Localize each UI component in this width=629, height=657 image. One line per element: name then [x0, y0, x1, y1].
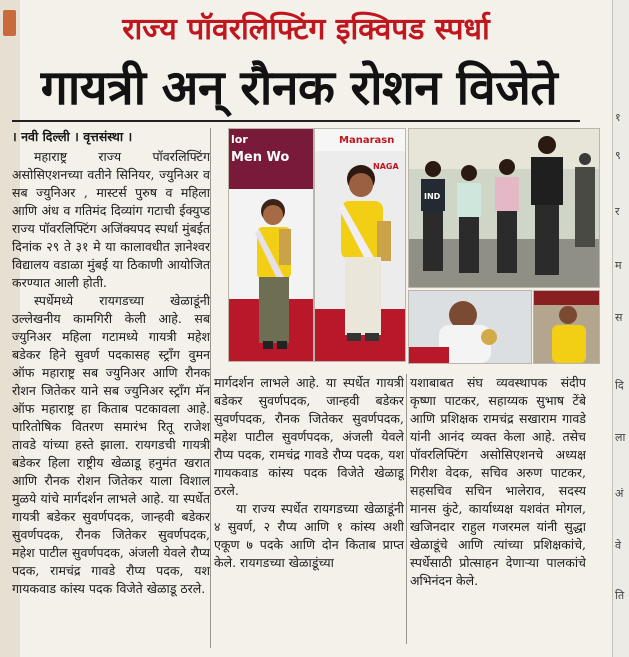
- banner-text-naga: NAGA: [373, 162, 399, 171]
- adjacent-text-fragment: अं: [615, 487, 624, 500]
- headline-rule: [12, 120, 580, 122]
- main-headline: गायत्री अन् रौनक रोशन विजेते: [40, 60, 558, 116]
- article-column-3: [410, 374, 586, 644]
- jersey-text-ind: IND: [424, 192, 441, 201]
- adjacent-text-fragment: दि: [615, 379, 624, 392]
- banner-text-men-women: Men Wo: [231, 150, 290, 165]
- banner-text-top-left: lor: [231, 133, 248, 146]
- adjacent-text-fragment: म: [615, 259, 622, 272]
- adjacent-text-fragment: ति: [615, 589, 625, 602]
- adjacent-page-color-mark: [3, 10, 16, 36]
- article-column-1: [12, 128, 210, 648]
- photo-coach-medal: [408, 290, 532, 364]
- photo-man-yellow-shirt: [533, 290, 600, 364]
- kicker-headline: राज्य पॉवरलिफ्टिंग इक्विपड स्पर्धा: [122, 12, 490, 47]
- paragraph-intro: महाराष्ट्र राज्य पॉवरलिफ्टिंग असोसिएशनच्या वतीने सिनियर, ज्युनिअर व सब ज्युनिअर , मास्टर्स पुरुष व महिला आणि अंध व गतिमंद दिव्यांग गटाची ईक्युप्ड राज्य पॉवरलिफ्टिंग अजिंक्यपद स्पर्धा मुंबईत दिनांक २९ ते ३१ मे या कालावधीत ज्ञानेश्वर विद्यालय वडाळा मुंबई या ठिकाणी आयोजित करण्यात आली होती.: [12, 149, 210, 290]
- photo-gayatri-trophy: [228, 128, 314, 362]
- paragraph-congratulations: यशाबाबत संघ व्यवस्थापक संदीप कृष्णा पाटकर, सहाय्यक सुभाष टेंबे आणि प्रशिक्षक रामचंद्र सखाराम गावडे यांनी आनंद व्यक्त केला आहे. तसेच पॉवरलिफ्टिंग असोसिएशनचे अध्यक्ष गिरीश वेदक, सचिव अरुण पाटकर, सहसचिव सचिन भालेराव, सदस्य मानस कुंटे, कार्याध्यक्ष यशवंत मोगल, खजिनदार राहुल गजरमल यांनी सुद्धा खेळाडूंचे आणि त्यांच्या प्रशिक्षकांचे, स्पर्धेसाठी प्रोत्साहन देणाऱ्या पालकांचे अभिनंदन केले.: [410, 375, 586, 588]
- adjacent-text-fragment: र: [615, 205, 620, 218]
- column-divider: [406, 374, 407, 644]
- adjacent-page-right-edge: [612, 0, 629, 657]
- paragraph-results: स्पर्धेमध्ये रायगडच्या खेळाडूंनी उल्लेखनीय कामगिरी केली आहे. सब ज्युनिअर महिला गटामध्ये गायत्री महेश बडेकर हिने सुवर्ण पदकासह स्ट्रॉंग वुमन ऑफ महाराष्ट्र सब ज्युनिअर आणि रौनक रोशन जितेकर याने सब ज्युनिअर स्ट्रॉंग मॅन ऑफ महाराष्ट्र हा किताब पटकावला आहे. पारितोषिक वितरण समारंभ रितू राजेश तावडे यांच्या हस्ते झाला. रायगडची गायत्री बडेकर हिला राष्ट्रीय खेळाडू हनुमंत खरात आणि रौनक रोशन जितेकर याला विशाल मुळये यांचे मार्गदर्शन लाभले आहे. या स्पर्धेत गायत्री बडेकर सुवर्णपदक, जान्हवी बडेकर सुवर्णपदक, रौनक जितेकर सुवर्णपदक, महेश पाटील सुवर्णपदक, अंजली येवले रौप्य पदक, रामचंद्र गावडे रौप्य पदक, यश गायकवाड कांस्य पदक विजेते खेळाडू ठरले.: [12, 293, 210, 596]
- adjacent-text-fragment: १: [615, 111, 621, 124]
- banner-text-maharashtra: Manarasn: [339, 135, 395, 146]
- adjacent-text-fragment: वे: [615, 539, 622, 552]
- paragraph-results-continued: मार्गदर्शन लाभले आहे. या स्पर्धेत गायत्री बडेकर सुवर्णपदक, जान्हवी बडेकर सुवर्णपदक, रौनक जितेकर सुवर्णपदक, महेश पाटील सुवर्णपदक, अंजली येवले रौप्य पदक, रामचंद्र गावडे रौप्य पदक, यश गायकवाड कांस्य पदक विजेते खेळाडू ठरले.: [214, 375, 404, 498]
- adjacent-text-fragment: स: [615, 311, 623, 324]
- paragraph-tally: या राज्य स्पर्धेत रायगडच्या खेळाडूंनी ४ सुवर्ण, २ रौप्य आणि १ कांस्य अशी एकूण ७ पदके आणि दोन किताब प्राप्त केले. रायगडच्या खेळाडूंच्या: [214, 501, 404, 570]
- column-divider: [210, 128, 211, 648]
- photo-raunak-trophy: [314, 128, 406, 362]
- adjacent-text-fragment: ९: [615, 149, 621, 162]
- photo-group-medal-winners: [408, 128, 600, 288]
- dateline: । नवी दिल्ली । वृत्तसंस्था ।: [12, 129, 133, 144]
- adjacent-text-fragment: ला: [615, 431, 626, 444]
- article-column-2: [214, 374, 404, 644]
